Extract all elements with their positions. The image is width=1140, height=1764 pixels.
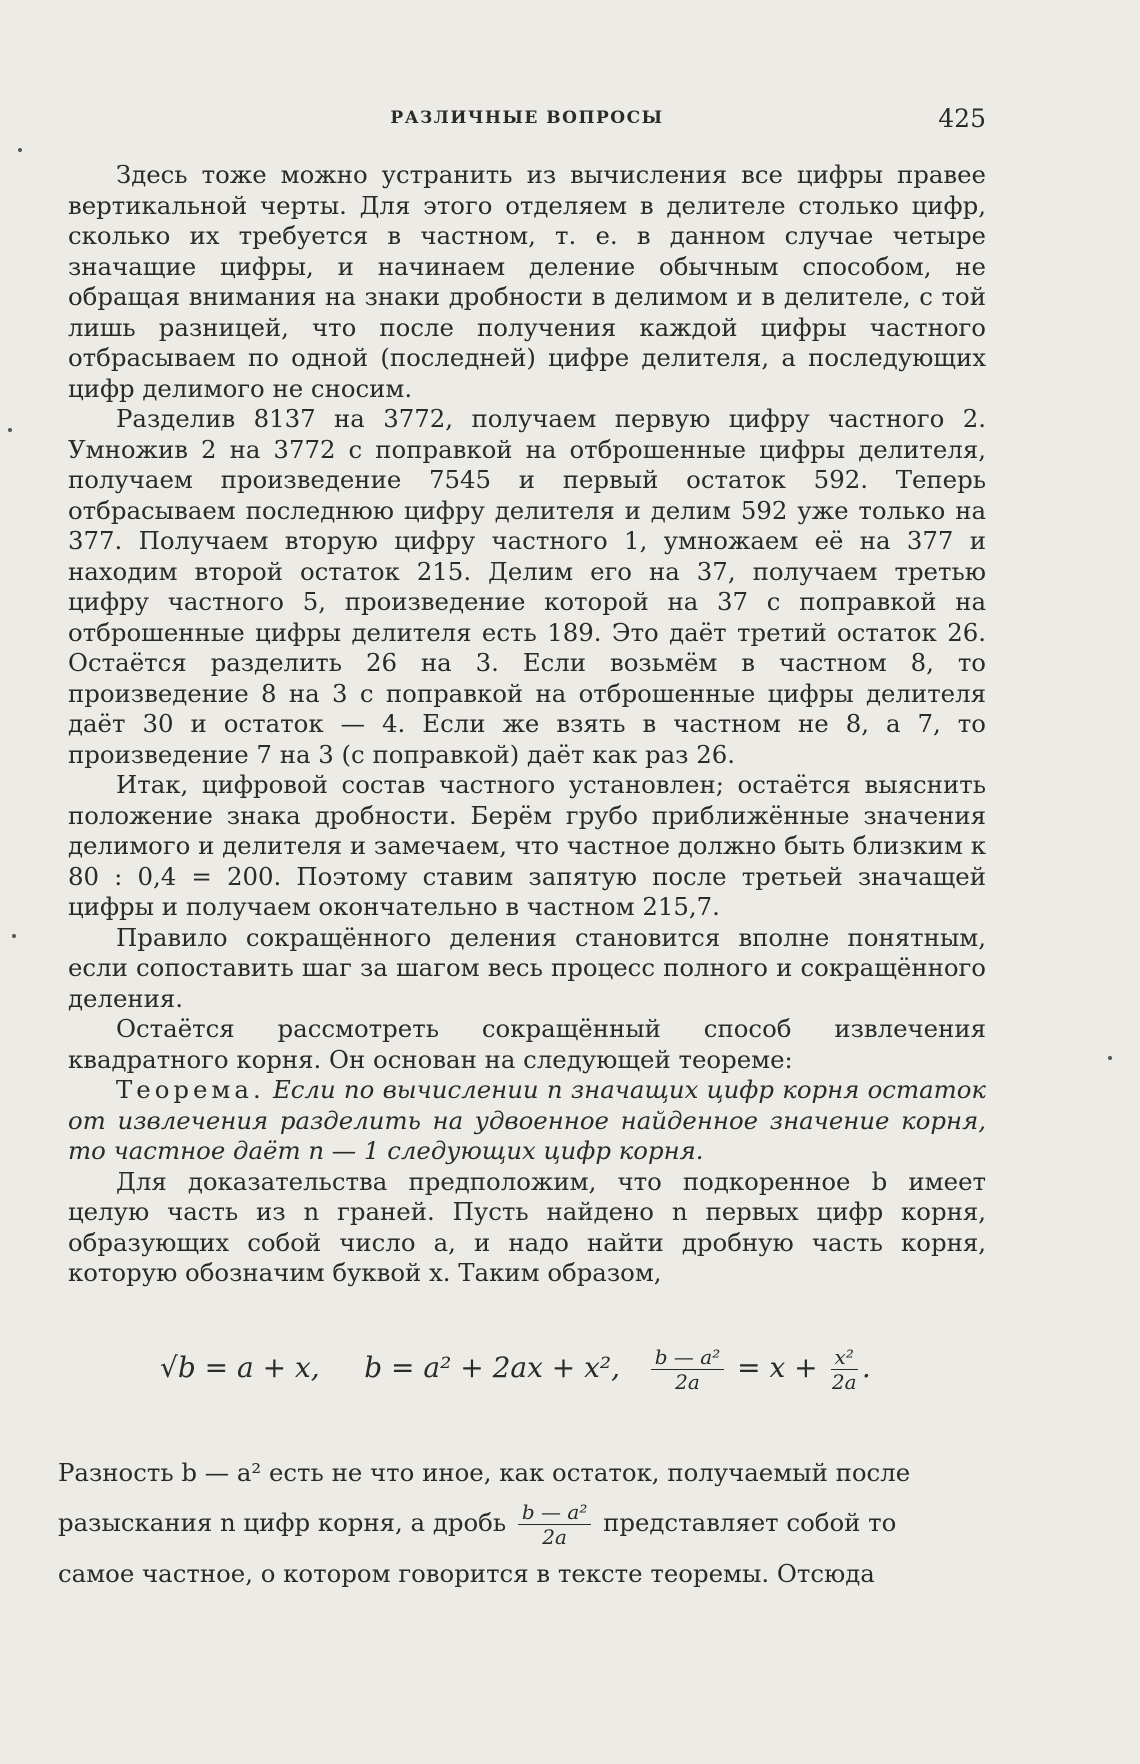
paragraph-2: Разделив 8137 на 3772, получаем первую цифру частного 2. Умножив 2 на 3772 с поправкой на отброшенные цифры делителя, получаем произведение 7545 и первый остаток 592. Теперь отбрасываем последнюю цифру делителя и делим 592 уже только на 377. Получаем вторую цифру частного 1, умножаем её на 377 и находим второй остаток 215. Делим его на 37, получаем третью цифру частного 5, произведение которой на 37 с поправкой на отброшенные цифры делителя есть 189. Это даёт третий остаток 26. Остаётся разделить 26 на 3. Если возьмём в частном 8, то произведение 8 на 3 с поправкой на отброшенные цифры делителя даёт 30 и остаток — 4. Если же взять в частном не 8, а 7, то произведение 7 на 3 (с поправкой) даёт как раз 26. (68, 404, 986, 769)
theorem-lead: Теорема. (116, 1075, 265, 1104)
fraction-2-denominator: 2a (831, 1370, 857, 1394)
formula-root-eq: √b = a + x, (160, 1351, 320, 1384)
page-header (68, 104, 986, 144)
paragraph-4: Правило сокращённого деления становится вполне понятным, если сопоставить шаг за шагом весь процесс полного и сокращённого деления. (68, 922, 986, 1013)
fraction-2-numerator: x² (831, 1345, 858, 1370)
paragraph-3: Итак, цифровой состав частного установлен; остаётся выяснить положение знака дробности. Берём грубо приближённые значения делимого и делителя и замечаем, что частное должно быть близким к 80 : 0,4 = 200. Поэтому ставим запятую после третьей значащей цифры и получаем окончательно в частном 215,7. (68, 770, 986, 921)
formula-middle: = x + (737, 1351, 818, 1384)
proof-paragraph: Для доказательства предположим, что подкоренное b имеет целую часть из n граней. Пусть найдено n первых цифр корня, образующих собой число a, и надо найти дробную часть корня, которую обозначим буквой x. Таким образом, (68, 1166, 986, 1287)
theorem (68, 1075, 986, 1167)
tail-fraction-denominator: 2a (542, 1525, 567, 1549)
body-text (68, 160, 986, 1289)
tail-fraction-numerator: b — a² (518, 1500, 591, 1525)
tail-line-1: Разность b — a² есть не что иное, как остаток, получаемый после (58, 1458, 911, 1487)
tail-line-2-after: представляет собой то (603, 1508, 897, 1537)
paragraph-1: Здесь тоже можно устранить из вычисления все цифры правее вертикальной черты. Для этого отделяем в делителе столько цифр, сколько их требуется в частном, т. е. в данном случае четыре значащие цифры, и начинаем деление обычным способом, не обращая внимания на знаки дробности в делимом и в делителе, с той лишь разницей, что после получения каждой цифры частного отбрасываем по одной (последней) цифре делителя, а последующих цифр делимого не сносим. (68, 160, 986, 403)
tail-line-2-before: разыскания n цифр корня, а дробь (58, 1508, 507, 1537)
fraction-1-numerator: b — a² (651, 1345, 724, 1370)
tail-line-3: самое частное, о котором говорится в тексте теоремы. Отсюда (58, 1559, 875, 1588)
formula-end: . (861, 1351, 871, 1384)
running-title: РАЗЛИЧНЫЕ ВОПРОСЫ (390, 108, 664, 128)
formula-fraction-1 (651, 1345, 724, 1394)
tail-line-2 (58, 1498, 988, 1549)
formula-square-eq: b = a² + 2ax + x², (364, 1351, 621, 1384)
fraction-1-denominator: 2a (675, 1370, 700, 1394)
formula (160, 1345, 920, 1415)
scan-speck (12, 934, 16, 938)
tail-fraction (518, 1500, 591, 1549)
scan-speck (8, 428, 12, 432)
formula-fraction-2 (831, 1345, 858, 1394)
tail-text (58, 1448, 988, 1599)
theorem-statement: Если по вычислении n значащих цифр корня остаток от извлечения разделить на удвоенное найденное значение корня, то частное даёт n — 1 следующих цифр корня. (68, 1075, 986, 1165)
scan-speck (1108, 1056, 1112, 1060)
scan-speck (18, 148, 22, 152)
page-number: 425 (938, 104, 986, 133)
paragraph-5: Остаётся рассмотреть сокращённый способ извлечения квадратного корня. Он основан на следующей теореме: (68, 1014, 986, 1074)
